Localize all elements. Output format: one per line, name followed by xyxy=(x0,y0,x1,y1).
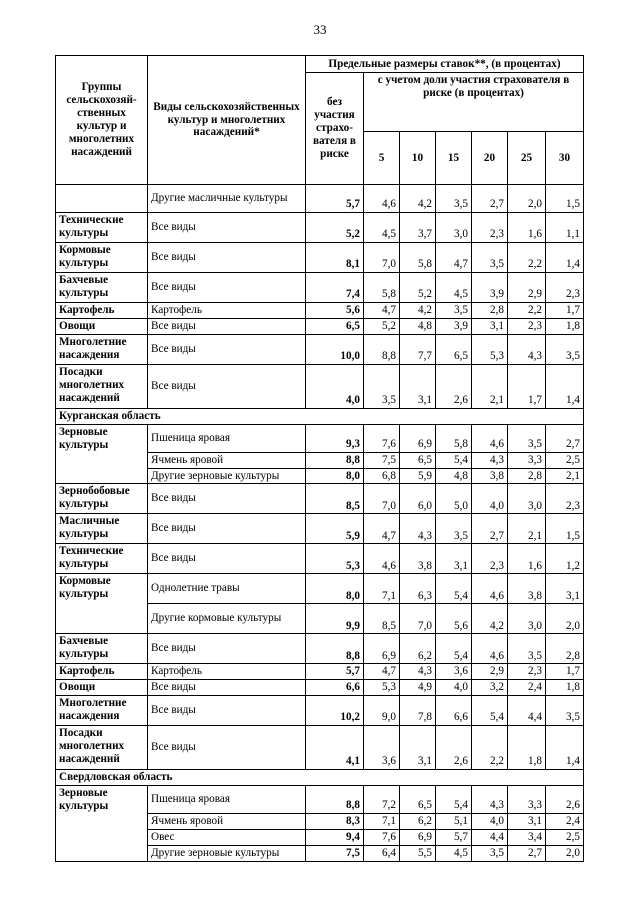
share-rate-cell: 4,6 xyxy=(364,544,400,574)
crop-kind-cell: Ячмень яровой xyxy=(148,452,306,468)
share-rate-cell: 3,1 xyxy=(436,544,472,574)
base-rate-cell: 7,5 xyxy=(306,845,364,861)
share-rate-cell: 1,2 xyxy=(546,544,584,574)
base-rate-cell: 8,8 xyxy=(306,452,364,468)
crop-kind-cell: Другие масличные культуры xyxy=(148,185,306,213)
base-rate-cell: 8,3 xyxy=(306,814,364,830)
base-rate-cell: 5,9 xyxy=(306,514,364,544)
share-rate-cell: 1,7 xyxy=(546,303,584,319)
share-rate-cell: 4,4 xyxy=(508,696,546,726)
table-row xyxy=(56,664,584,680)
share-rate-cell: 4,6 xyxy=(364,185,400,213)
share-rate-cell: 2,3 xyxy=(472,213,508,243)
share-rate-cell: 1,4 xyxy=(546,726,584,770)
share-rate-cell: 5,8 xyxy=(400,243,436,273)
table-row xyxy=(56,786,584,814)
crop-kind-cell: Все виды xyxy=(148,213,306,243)
crop-kind-cell: Ячмень яровой xyxy=(148,814,306,830)
share-rate-cell: 1,6 xyxy=(508,544,546,574)
share-rate-cell: 7,1 xyxy=(364,574,400,604)
share-level-header: 15 xyxy=(436,132,472,185)
share-rate-cell: 7,2 xyxy=(364,786,400,814)
crop-group-cell: Овощи xyxy=(56,680,148,696)
share-rate-cell: 8,5 xyxy=(364,604,400,634)
table-row xyxy=(56,303,584,319)
share-rate-cell: 2,6 xyxy=(546,786,584,814)
crop-kind-cell: Другие кормовые культуры xyxy=(148,604,306,634)
share-rate-cell: 6,4 xyxy=(364,845,400,861)
table-row xyxy=(56,424,584,452)
share-rate-cell: 3,9 xyxy=(472,273,508,303)
share-rate-cell: 4,2 xyxy=(472,604,508,634)
share-rate-cell: 4,6 xyxy=(472,634,508,664)
share-rate-cell: 1,4 xyxy=(546,243,584,273)
share-rate-cell: 4,2 xyxy=(400,185,436,213)
base-rate-cell: 4,0 xyxy=(306,364,364,408)
base-rate-cell: 6,6 xyxy=(306,680,364,696)
share-rate-cell: 3,5 xyxy=(546,334,584,364)
table-row xyxy=(56,696,584,726)
share-rate-cell: 3,0 xyxy=(508,604,546,634)
share-rate-cell: 5,2 xyxy=(400,273,436,303)
share-rate-cell: 6,6 xyxy=(436,696,472,726)
crop-kind-cell: Все виды xyxy=(148,318,306,334)
crop-group-cell: Технические культуры xyxy=(56,544,148,574)
share-rate-cell: 3,1 xyxy=(400,726,436,770)
crop-group-cell: Кормовые культуры xyxy=(56,243,148,273)
share-rate-cell: 2,0 xyxy=(546,604,584,634)
share-rate-cell: 5,6 xyxy=(436,604,472,634)
share-rate-cell: 3,1 xyxy=(546,574,584,604)
share-rate-cell: 4,8 xyxy=(400,318,436,334)
crop-kind-cell: Все виды xyxy=(148,334,306,364)
share-rate-cell: 6,8 xyxy=(364,468,400,484)
crop-kind-cell: Все виды xyxy=(148,696,306,726)
share-rate-cell: 7,6 xyxy=(364,424,400,452)
share-rate-cell: 6,5 xyxy=(436,334,472,364)
share-rate-cell: 4,3 xyxy=(472,452,508,468)
crop-group-cell: Овощи xyxy=(56,318,148,334)
share-rate-cell: 1,5 xyxy=(546,514,584,544)
region-row xyxy=(56,408,584,424)
base-rate-cell: 10,0 xyxy=(306,334,364,364)
crop-kind-cell: Все виды xyxy=(148,364,306,408)
page-number: 33 xyxy=(313,22,327,37)
share-rate-cell: 3,9 xyxy=(436,318,472,334)
crop-group-cell: Многолетние насаждения xyxy=(56,696,148,726)
share-rate-cell: 3,5 xyxy=(436,185,472,213)
table-row xyxy=(56,544,584,574)
share-rate-cell: 6,5 xyxy=(400,786,436,814)
share-rate-cell: 2,3 xyxy=(472,544,508,574)
share-rate-cell: 1,4 xyxy=(546,364,584,408)
share-rate-cell: 5,4 xyxy=(436,634,472,664)
crop-kind-cell: Пшеница яровая xyxy=(148,424,306,452)
share-rate-cell: 3,8 xyxy=(508,574,546,604)
base-rate-cell: 9,3 xyxy=(306,424,364,452)
share-rate-cell: 7,7 xyxy=(400,334,436,364)
rate-limits-header: Предельные размеры ставок**, (в процентах) xyxy=(306,56,584,73)
share-rate-cell: 6,9 xyxy=(400,424,436,452)
crop-group-cell: Картофель xyxy=(56,303,148,319)
share-rate-cell: 3,4 xyxy=(508,829,546,845)
share-rate-cell: 5,8 xyxy=(436,424,472,452)
share-rate-cell: 5,5 xyxy=(400,845,436,861)
base-rate-cell: 9,4 xyxy=(306,829,364,845)
base-rate-cell: 8,8 xyxy=(306,786,364,814)
base-rate-cell: 8,1 xyxy=(306,243,364,273)
share-rate-cell: 4,3 xyxy=(400,514,436,544)
share-rate-cell: 4,6 xyxy=(472,424,508,452)
share-rate-cell: 6,2 xyxy=(400,634,436,664)
share-rate-cell: 6,9 xyxy=(364,634,400,664)
share-rate-cell: 5,4 xyxy=(436,452,472,468)
share-rate-cell: 6,9 xyxy=(400,829,436,845)
share-rate-cell: 1,8 xyxy=(546,318,584,334)
share-rate-cell: 4,0 xyxy=(436,680,472,696)
share-rate-cell: 4,7 xyxy=(364,303,400,319)
table-row xyxy=(56,634,584,664)
region-label: Свердловская область xyxy=(56,770,584,786)
share-rate-cell: 6,0 xyxy=(400,484,436,514)
base-rate-cell: 5,2 xyxy=(306,213,364,243)
base-rate-cell: 8,8 xyxy=(306,634,364,664)
share-rate-cell: 4,6 xyxy=(472,574,508,604)
share-rate-cell: 2,3 xyxy=(508,318,546,334)
share-rate-cell: 4,5 xyxy=(436,273,472,303)
share-rate-cell: 1,5 xyxy=(546,185,584,213)
crop-group-cell: Зерновые культуры xyxy=(56,424,148,484)
share-rate-cell: 3,5 xyxy=(472,845,508,861)
no-share-header: без участия страхо-вателя в риске xyxy=(306,73,364,185)
crop-kind-cell: Картофель xyxy=(148,303,306,319)
share-rate-cell: 1,7 xyxy=(546,664,584,680)
share-rate-cell: 4,7 xyxy=(436,243,472,273)
share-rate-cell: 2,7 xyxy=(472,514,508,544)
share-rate-cell: 4,7 xyxy=(364,664,400,680)
share-rate-cell: 1,8 xyxy=(546,680,584,696)
share-rate-cell: 3,8 xyxy=(400,544,436,574)
share-rate-cell: 3,2 xyxy=(472,680,508,696)
share-rate-cell: 3,0 xyxy=(436,213,472,243)
with-share-header: с учетом доли участия страхователя в риске (в процентах) xyxy=(364,73,584,132)
crop-group-cell: Зернобобовые культуры xyxy=(56,484,148,514)
share-rate-cell: 4,5 xyxy=(436,845,472,861)
crop-kind-cell: Однолетние травы xyxy=(148,574,306,604)
region-label: Курганская область xyxy=(56,408,584,424)
share-rate-cell: 4,0 xyxy=(472,484,508,514)
share-rate-cell: 6,5 xyxy=(400,452,436,468)
share-rate-cell: 4,3 xyxy=(472,786,508,814)
share-rate-cell: 4,3 xyxy=(400,664,436,680)
crop-group-cell: Картофель xyxy=(56,664,148,680)
share-rate-cell: 9,0 xyxy=(364,696,400,726)
share-rate-cell: 7,0 xyxy=(364,484,400,514)
crop-kind-cell: Другие зерновые культуры xyxy=(148,468,306,484)
insurance-rates-table xyxy=(55,55,584,862)
base-rate-cell: 8,5 xyxy=(306,484,364,514)
share-rate-cell: 5,7 xyxy=(436,829,472,845)
share-rate-cell: 4,7 xyxy=(364,514,400,544)
share-rate-cell: 2,0 xyxy=(508,185,546,213)
share-rate-cell: 2,5 xyxy=(546,452,584,468)
share-rate-cell: 4,5 xyxy=(364,213,400,243)
crop-group-cell: Многолетние насаждения xyxy=(56,334,148,364)
table-row xyxy=(56,364,584,408)
share-rate-cell: 4,9 xyxy=(400,680,436,696)
crop-kind-cell: Картофель xyxy=(148,664,306,680)
share-rate-cell: 4,8 xyxy=(436,468,472,484)
share-rate-cell: 4,2 xyxy=(400,303,436,319)
crop-kind-cell: Все виды xyxy=(148,726,306,770)
share-rate-cell: 2,9 xyxy=(472,664,508,680)
table-row xyxy=(56,318,584,334)
share-rate-cell: 2,7 xyxy=(472,185,508,213)
share-rate-cell: 3,6 xyxy=(364,726,400,770)
share-rate-cell: 3,1 xyxy=(400,364,436,408)
crop-kind-cell: Другие зерновые культуры xyxy=(148,845,306,861)
share-rate-cell: 3,5 xyxy=(364,364,400,408)
share-rate-cell: 5,4 xyxy=(436,574,472,604)
share-rate-cell: 3,3 xyxy=(508,452,546,468)
share-rate-cell: 6,2 xyxy=(400,814,436,830)
crop-group-cell: Кормовые культуры xyxy=(56,574,148,634)
share-rate-cell: 2,9 xyxy=(508,273,546,303)
share-rate-cell: 2,4 xyxy=(508,680,546,696)
share-rate-cell: 5,3 xyxy=(364,680,400,696)
crop-group-cell: Масличные культуры xyxy=(56,514,148,544)
share-rate-cell: 2,3 xyxy=(546,484,584,514)
base-rate-cell: 4,1 xyxy=(306,726,364,770)
base-rate-cell: 9,9 xyxy=(306,604,364,634)
crop-kind-cell: Все виды xyxy=(148,544,306,574)
share-rate-cell: 1,6 xyxy=(508,213,546,243)
share-rate-cell: 2,2 xyxy=(508,303,546,319)
crop-kind-cell: Все виды xyxy=(148,273,306,303)
crop-kind-cell: Овес xyxy=(148,829,306,845)
share-rate-cell: 2,8 xyxy=(546,634,584,664)
share-rate-cell: 2,7 xyxy=(546,424,584,452)
share-rate-cell: 3,1 xyxy=(472,318,508,334)
crop-kind-cell: Все виды xyxy=(148,243,306,273)
share-rate-cell: 2,3 xyxy=(546,273,584,303)
crop-group-cell: Бахчевые культуры xyxy=(56,634,148,664)
share-rate-cell: 3,5 xyxy=(546,696,584,726)
table-body xyxy=(56,185,584,862)
share-rate-cell: 3,8 xyxy=(472,468,508,484)
share-rate-cell: 2,6 xyxy=(436,364,472,408)
base-rate-cell: 8,0 xyxy=(306,574,364,604)
share-rate-cell: 2,2 xyxy=(472,726,508,770)
share-rate-cell: 7,5 xyxy=(364,452,400,468)
table-row xyxy=(56,243,584,273)
share-rate-cell: 2,3 xyxy=(508,664,546,680)
table-row xyxy=(56,484,584,514)
share-rate-cell: 4,3 xyxy=(508,334,546,364)
share-rate-cell: 2,7 xyxy=(508,845,546,861)
share-rate-cell: 4,4 xyxy=(472,829,508,845)
share-rate-cell: 5,2 xyxy=(364,318,400,334)
share-rate-cell: 1,8 xyxy=(508,726,546,770)
table-row xyxy=(56,185,584,213)
share-rate-cell: 3,5 xyxy=(436,514,472,544)
share-rate-cell: 7,6 xyxy=(364,829,400,845)
base-rate-cell: 6,5 xyxy=(306,318,364,334)
share-level-header: 5 xyxy=(364,132,400,185)
table-row xyxy=(56,334,584,364)
share-level-header: 20 xyxy=(472,132,508,185)
share-rate-cell: 3,5 xyxy=(508,634,546,664)
table-row xyxy=(56,680,584,696)
share-rate-cell: 1,1 xyxy=(546,213,584,243)
share-rate-cell: 7,1 xyxy=(364,814,400,830)
share-rate-cell: 4,0 xyxy=(472,814,508,830)
share-rate-cell: 3,3 xyxy=(508,786,546,814)
table-row xyxy=(56,273,584,303)
base-rate-cell: 5,3 xyxy=(306,544,364,574)
share-rate-cell: 5,8 xyxy=(364,273,400,303)
share-rate-cell: 5,9 xyxy=(400,468,436,484)
base-rate-cell: 8,0 xyxy=(306,468,364,484)
share-rate-cell: 3,5 xyxy=(508,424,546,452)
base-rate-cell: 5,7 xyxy=(306,664,364,680)
share-rate-cell: 2,8 xyxy=(508,468,546,484)
base-rate-cell: 7,4 xyxy=(306,273,364,303)
share-rate-cell: 3,0 xyxy=(508,484,546,514)
crop-group-cell: Технические культуры xyxy=(56,213,148,243)
crop-group-cell: Зерновые культуры xyxy=(56,786,148,862)
share-rate-cell: 3,5 xyxy=(472,243,508,273)
crop-kind-cell: Все виды xyxy=(148,484,306,514)
region-row xyxy=(56,770,584,786)
share-rate-cell: 7,0 xyxy=(364,243,400,273)
base-rate-cell: 10,2 xyxy=(306,696,364,726)
share-rate-cell: 2,6 xyxy=(436,726,472,770)
share-rate-cell: 6,3 xyxy=(400,574,436,604)
share-rate-cell: 2,4 xyxy=(546,814,584,830)
kind-column-header: Виды сельскохозяйственных культур и многолетних насаждений* xyxy=(148,56,306,185)
crop-kind-cell: Все виды xyxy=(148,514,306,544)
share-rate-cell: 3,5 xyxy=(436,303,472,319)
share-rate-cell: 5,4 xyxy=(436,786,472,814)
crop-kind-cell: Пшеница яровая xyxy=(148,786,306,814)
share-rate-cell: 7,8 xyxy=(400,696,436,726)
share-rate-cell: 5,3 xyxy=(472,334,508,364)
crop-kind-cell: Все виды xyxy=(148,680,306,696)
crop-kind-cell: Все виды xyxy=(148,634,306,664)
share-rate-cell: 3,7 xyxy=(400,213,436,243)
crop-group-cell xyxy=(56,185,148,213)
share-rate-cell: 8,8 xyxy=(364,334,400,364)
share-rate-cell: 2,2 xyxy=(508,243,546,273)
share-rate-cell: 2,8 xyxy=(472,303,508,319)
share-rate-cell: 2,0 xyxy=(546,845,584,861)
table-row xyxy=(56,514,584,544)
share-rate-cell: 2,1 xyxy=(546,468,584,484)
base-rate-cell: 5,7 xyxy=(306,185,364,213)
share-rate-cell: 2,5 xyxy=(546,829,584,845)
crop-group-cell: Бахчевые культуры xyxy=(56,273,148,303)
share-level-header: 10 xyxy=(400,132,436,185)
group-column-header: Группы сельскохозяй-ственных культур и многолетних насаждений xyxy=(56,56,148,185)
share-rate-cell: 5,4 xyxy=(472,696,508,726)
table-row xyxy=(56,213,584,243)
share-rate-cell: 5,0 xyxy=(436,484,472,514)
share-rate-cell: 3,6 xyxy=(436,664,472,680)
crop-group-cell: Посадки многолетних насаждений xyxy=(56,726,148,770)
crop-group-cell: Посадки многолетних насаждений xyxy=(56,364,148,408)
share-rate-cell: 1,7 xyxy=(508,364,546,408)
share-rate-cell: 2,1 xyxy=(508,514,546,544)
share-level-header: 25 xyxy=(508,132,546,185)
share-rate-cell: 7,0 xyxy=(400,604,436,634)
table-row xyxy=(56,726,584,770)
table-row xyxy=(56,574,584,604)
share-rate-cell: 2,1 xyxy=(472,364,508,408)
share-rate-cell: 5,1 xyxy=(436,814,472,830)
share-level-header: 30 xyxy=(546,132,584,185)
share-rate-cell: 3,1 xyxy=(508,814,546,830)
base-rate-cell: 5,6 xyxy=(306,303,364,319)
